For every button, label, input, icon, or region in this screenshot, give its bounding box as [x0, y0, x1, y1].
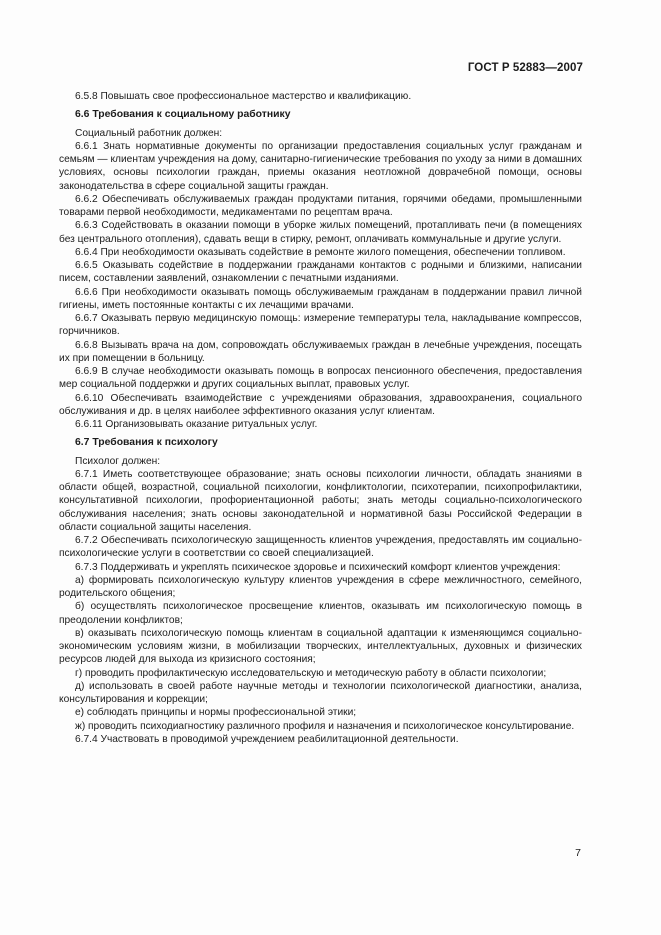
page-number: 7 [575, 847, 581, 859]
paragraph: ж) проводить психодиагностику различного профиля и назначения и психологическое консультирование. [75, 720, 575, 732]
paragraph: 6.7.3 Поддерживать и укреплять психическое здоровье и психический комфорт клиентов учреждения: [75, 561, 561, 573]
paragraph: Социальный работник должен: [75, 127, 223, 139]
paragraph: 6.6.11 Организовывать оказание ритуальных услуг. [75, 419, 318, 430]
paragraph: 6.6.8 Вызывать врача на дом, сопровождать обслуживаемых граждан в лечебные учреждения, посещать их при помещении в больницу. [59, 339, 582, 364]
paragraph: 6.6.1 Знать нормативные документы по организации предоставления социальных услуг гражданам и семьям — клиентам учреждения на дому, санитарно-гигиенические требования по уходу за ними в домашних условиях, основы психологии граждан, приемы оказания неотложной доврачебной помощи, основы законодательства в сфере социальной защиты граждан. [59, 140, 582, 192]
paragraph: 6.6.6 При необходимости оказывать помощь обслуживаемым гражданам в поддержании правил личной гигиены, иметь постоянные контакты с их лечащими врачами. [59, 286, 582, 311]
paragraph: б) осуществлять психологическое просвещение клиентов, оказывать им психологическую помощь в преодолении конфликтов; [59, 601, 582, 626]
paragraph: 6.6.5 Оказывать содействие в поддержании гражданами контактов с родными и близкими, написании писем, составлении заявлений, ознакомлении с печатными изданиями. [59, 260, 582, 285]
paragraph: 6.7.2 Обеспечивать психологическую защищенность клиентов учреждения, предоставлять им социально-психологические услуги в соответствии со своей специализацией. [59, 535, 582, 560]
paragraph: 6.6.2 Обеспечивать обслуживаемых граждан продуктами питания, горячими обедами, промышленными товарами первой необходимости, медикаментами по рецептам врача. [59, 193, 582, 218]
paragraph: а) формировать психологическую культуру клиентов учреждения в сфере межличностного, семейного, родительского общения; [59, 574, 582, 599]
paragraph: 6.7.4 Участвовать в проводимой учреждением реабилитационной деятельности. [75, 733, 459, 745]
document-body [59, 90, 582, 746]
section-heading: 6.6 Требования к социальному работнику [75, 109, 291, 121]
paragraph: 6.6.10 Обеспечивать взаимодействие с учреждениями образования, здравоохранения, социального обслуживания и др. в целях наиболее эффективного оказания услуг клиентам. [59, 392, 582, 417]
section-heading: 6.7 Требования к психологу [75, 437, 218, 449]
paragraph: Психолог должен: [75, 455, 161, 467]
paragraph: в) оказывать психологическую помощь клиентам в социальной адаптации к изменяющимся социально-экономическим условиям жизни, в мобилизации творческих, интеллектуальных, духовных и физических ресурсов людей для выхода из кризисного состояния; [59, 627, 582, 666]
paragraph: 6.5.8 Повышать свое профессиональное мастерство и квалификацию. [75, 91, 412, 102]
paragraph: д) использовать в своей работе научные методы и технологии психологической диагностики, анализа, консультирования и коррекции; [59, 680, 582, 705]
paragraph: 6.6.9 В случае необходимости оказывать помощь в вопросах пенсионного обеспечения, предоставления мер социальной поддержки и других социальных выплат, правовых услуг. [59, 366, 582, 391]
paragraph: 6.6.7 Оказывать первую медицинскую помощь: измерение температуры тела, накладывание компрессов, горчичников. [59, 313, 582, 338]
paragraph: е) соблюдать принципы и нормы профессиональной этики; [75, 707, 357, 719]
paragraph: г) проводить профилактическую исследовательскую и методическую работу в области психологии; [75, 667, 547, 679]
document-id: ГОСТ Р 52883—2007 [467, 62, 583, 74]
paragraph: 6.7.1 Иметь соответствующее образование; знать основы психологии личности, обладать знаниями в области общей, возрастной, социальной психологии, конфликтологии, психотерапии, психопрофилактики, консультативной психологии, профориентационной работы; знать методы социально-психологического обслуживания населения; знать основы законодательной и нормативной базы Российской Федерации в области социальной защиты населения. [59, 468, 582, 533]
paragraph: 6.6.4 При необходимости оказывать содействие в ремонте жилого помещения, обеспечении топливом. [75, 246, 566, 258]
paragraph: 6.6.3 Содействовать в оказании помощи в уборке жилых помещений, протапливать печи (в помещениях без центрального отопления), сдавать вещи в стирку, ремонт, оплачивать коммунальные и другие услуги. [59, 220, 582, 245]
